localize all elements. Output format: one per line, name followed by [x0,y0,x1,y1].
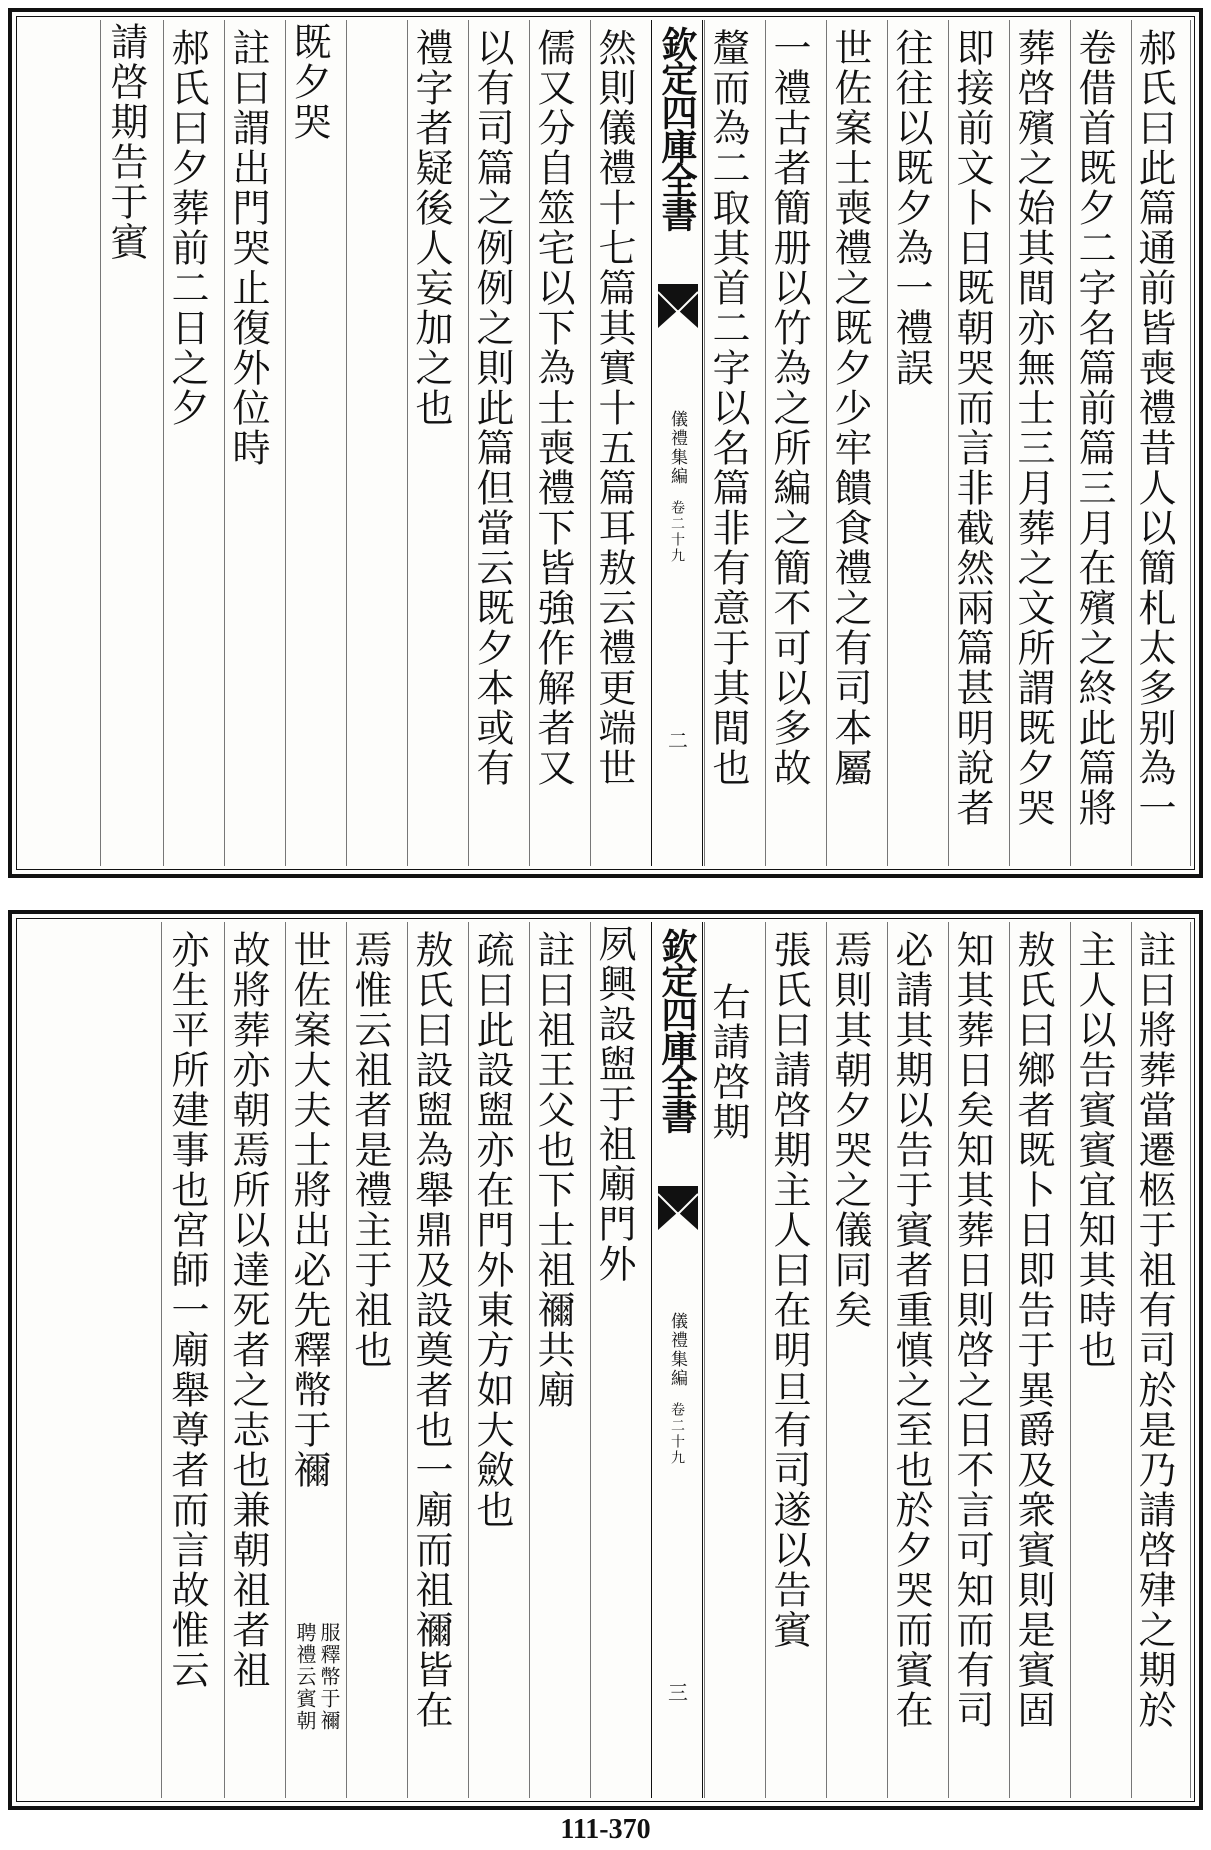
top-page [8,8,1203,878]
column-text: 世佐案士喪禮之既夕少牢饋食禮之有司本屬 [828,28,872,788]
column-text: 釐而為二取其首二字以名篇非有意于其間也 [706,28,750,788]
bottom-page [8,910,1203,1810]
text-column [765,20,825,866]
column-text: 葬啓殯之始其間亦無士三月葬之文所謂既夕哭 [1011,28,1055,828]
text-column [948,20,1008,866]
center-fold [651,20,703,866]
text-column [529,922,589,1798]
text-column [468,20,528,866]
column-text: 世佐案大夫士將出必先釋幣于禰 [287,930,331,1490]
text-column [224,922,284,1798]
text-column [1009,20,1069,866]
column-text: 儒又分自筮宅以下為士喪禮下皆強作解者又 [531,28,575,788]
inline-note: 聘禮云賓朝 [293,1622,317,1732]
column-text: 焉則其朝夕哭之儀同矣 [828,930,872,1330]
text-column [704,922,764,1798]
fold-page-number: 二 [664,730,689,750]
column-text: 夙興設盥于祖廟門外 [592,924,636,1284]
column-text: 既夕哭 [287,22,331,142]
book-title: 欽定四庫全書 [656,26,698,230]
column-text: 右請啓期 [706,982,750,1142]
text-column [285,20,345,866]
fold-page-number: 三 [664,1682,689,1702]
column-text: 以有司篇之例例之則此篇但當云既夕本或有 [470,28,514,788]
text-column [529,20,589,866]
text-column [163,20,223,866]
column-text: 一禮古者簡册以竹為之所編之簡不可以多故 [767,28,811,788]
text-column [948,922,1008,1798]
column-text: 亦生平所建事也宮師一廟舉尊者而言故惟云 [165,930,209,1690]
column-text: 必請其期以告于賓者重慎之至也於夕哭而賓在 [889,930,933,1730]
text-column [765,922,825,1798]
text-column [1009,922,1069,1798]
column-text: 焉惟云祖者是禮主于祖也 [348,930,392,1370]
text-column [590,922,650,1798]
fish-tail-icon [656,1184,700,1234]
fold-title: 儀禮集編 [667,410,687,486]
top-page-columns [20,20,1191,866]
text-column [887,20,947,866]
text-column [590,20,650,866]
text-column [704,20,764,866]
text-column [161,922,223,1798]
fold-title: 儀禮集編 [667,1312,687,1388]
page-number: 111-370 [560,1814,651,1845]
center-fold [651,922,703,1798]
column-text: 註曰將葬當遷柩于祖有司於是乃請啓肂之期於 [1132,930,1176,1730]
column-text: 註曰謂出門哭止復外位時 [226,28,270,468]
text-column [346,20,406,866]
column-text: 疏曰此設盥亦在門外東方如大斂也 [470,930,514,1530]
fold-volume: 卷二十九 [669,500,685,564]
text-column [1070,20,1130,866]
text-column [407,20,467,866]
text-column [1070,922,1130,1798]
text-column [285,922,345,1798]
column-text: 請啓期告于賓 [104,22,148,262]
column-text: 禮字者疑後人妄加之也 [409,28,453,428]
text-column [407,922,467,1798]
column-text: 郝氏曰夕葬前二日之夕 [165,28,209,428]
text-column [887,922,947,1798]
text-column [468,922,528,1798]
column-text: 往往以既夕為一禮誤 [889,28,933,388]
text-column [1131,20,1191,866]
text-column [224,20,284,866]
book-title: 欽定四庫全書 [656,928,698,1132]
fold-volume: 卷二十九 [669,1402,685,1466]
column-text: 即接前文卜日既朝哭而言非截然兩篇甚明說者 [950,28,994,828]
inline-note: 服釋幣于禰 [317,1622,341,1732]
column-text: 註曰祖王父也下士祖禰共廟 [531,930,575,1410]
bottom-page-columns [20,922,1191,1798]
column-text: 知其葬日矣知其葬日則啓之日不言可知而有司 [950,930,994,1730]
text-column [826,922,886,1798]
text-column [346,922,406,1798]
text-column [826,20,886,866]
column-text: 主人以告賓賓宜知其時也 [1072,930,1116,1370]
column-text: 敖氏曰鄉者既卜日即告于異爵及衆賓則是賓固 [1011,930,1055,1730]
text-column [100,20,162,866]
column-text: 卷借首既夕二字名篇前篇三月在殯之終此篇將 [1072,28,1116,828]
column-text: 郝氏曰此篇通前皆喪禮昔人以簡札太多别為一 [1132,28,1176,828]
fish-tail-icon [656,282,700,332]
column-text: 張氏曰請啓期主人曰在明旦有司遂以告賓 [767,930,811,1650]
column-text: 然則儀禮十七篇其實十五篇耳敖云禮更端世 [592,28,636,788]
column-text: 敖氏曰設盥為舉鼎及設奠者也一廟而祖禰皆在 [409,930,453,1730]
column-text: 故將葬亦朝焉所以達死者之志也兼朝祖者祖 [226,930,270,1690]
text-column [1131,922,1191,1798]
